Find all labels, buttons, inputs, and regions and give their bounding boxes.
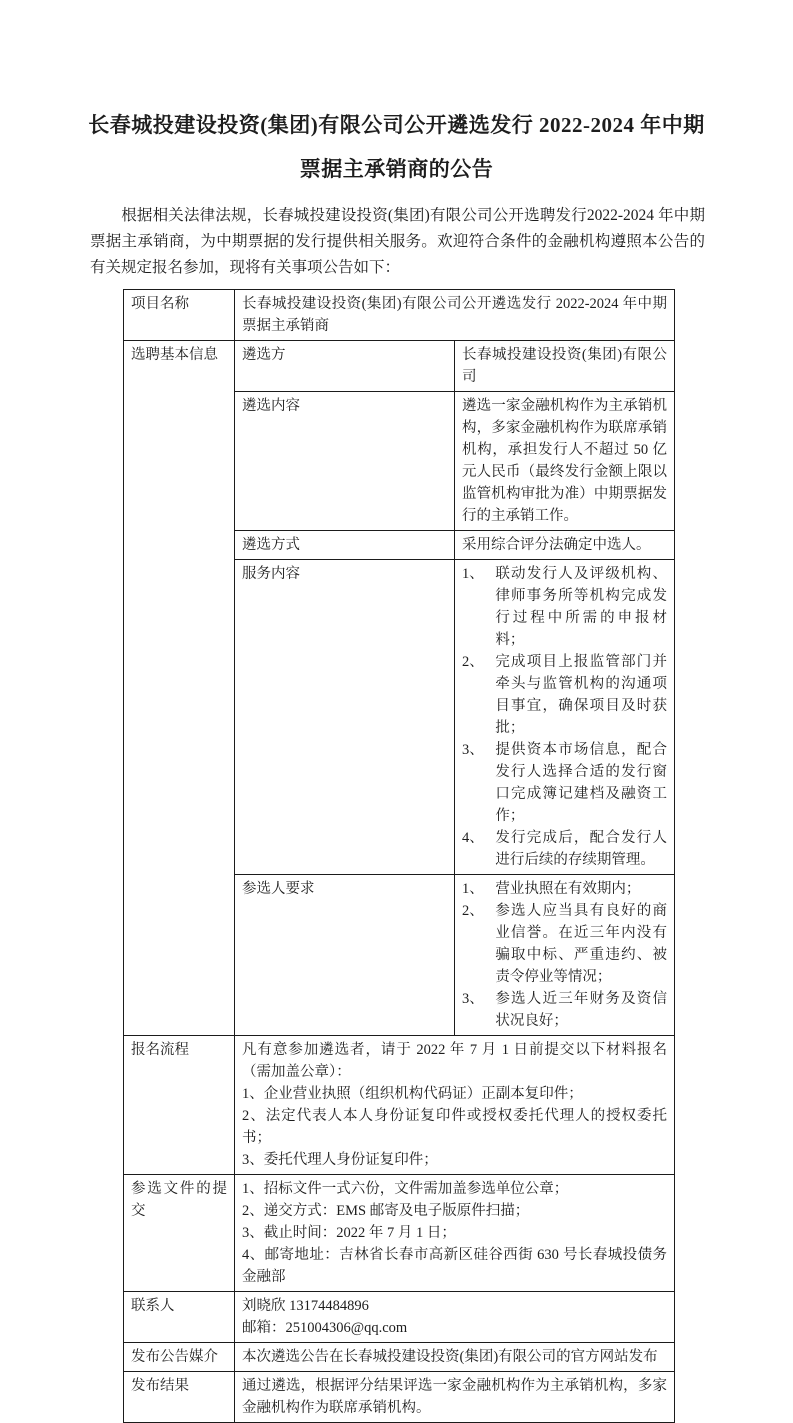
document-title-line1: 长春城投建设投资(集团)有限公司公开遴选发行 2022-2024 年中期 [88, 113, 705, 137]
table-row-submission [124, 1175, 675, 1292]
service-item-1-num: 1、 [462, 566, 484, 582]
selection-method-value: 采用综合评分法确定中选人。 [455, 531, 675, 560]
project-name-value: 长春城投建设投资(集团)有限公司公开遴选发行 2022-2024 年中期票据主承销商 [235, 290, 675, 341]
requirement-item-1-text: 营业执照在有效期内； [495, 881, 641, 897]
selector-value: 长春城投建设投资(集团)有限公司 [455, 341, 675, 392]
table-row-signup-process [124, 1036, 675, 1175]
submission-item-4: 4、邮寄地址：吉林省长春市高新区硅谷西街 630 号长春城投债务金融部 [242, 1247, 667, 1285]
signup-item-3: 3、委托代理人身份证复印件； [242, 1152, 438, 1168]
service-item-4-num: 4、 [462, 830, 484, 846]
service-item-2 [462, 651, 667, 739]
table-row-project [124, 290, 675, 341]
service-item-2-num: 2、 [462, 654, 484, 670]
contact-label: 联系人 [124, 1292, 235, 1343]
signup-intro: 凡有意参加遴选者，请于 2022 年 7 月 1 日前提交以下材料报名（需加盖公章）： [242, 1042, 667, 1080]
result-label: 发布结果 [124, 1372, 235, 1423]
service-item-4 [462, 827, 667, 871]
table-row-announcement-media [124, 1343, 675, 1372]
contact-email: 邮箱：251004306@qq.com [242, 1320, 408, 1336]
selector-label: 遴选方 [235, 341, 455, 392]
table-row-result [124, 1372, 675, 1423]
selection-method-label: 遴选方式 [235, 531, 455, 560]
service-item-4-text: 发行完成后，配合发行人进行后续的存续期管理。 [495, 830, 667, 868]
submission-value [235, 1175, 675, 1292]
selection-content-label: 遴选内容 [235, 392, 455, 531]
intro-paragraph-text: 根据相关法律法规，长春城投建设投资(集团)有限公司公开选聘发行2022-2024 年中期票据主承销商，为中期票据的发行提供相关服务。欢迎符合条件的金融机构遵照本公告的有关规定报名参加，现将有关事项公告如下： [90, 207, 705, 276]
requirement-item-2 [462, 900, 667, 988]
requirement-item-1-num: 1、 [462, 881, 484, 897]
participant-requirements-value [455, 875, 675, 1036]
requirement-item-2-num: 2、 [462, 903, 484, 919]
service-item-2-text: 完成项目上报监管部门并牵头与监管机构的沟通项目事宜，确保项目及时获批； [495, 654, 667, 736]
announcement-media-value: 本次遴选公告在长春城投建设投资(集团)有限公司的官方网站发布 [235, 1343, 675, 1372]
submission-label: 参选文件的提交 [124, 1175, 235, 1292]
signup-process-label: 报名流程 [124, 1036, 235, 1175]
service-item-1-text: 联动发行人及评级机构、律师事务所等机构完成发行过程中所需的申报材料； [495, 566, 667, 648]
service-item-3 [462, 739, 667, 827]
requirement-item-2-text: 参选人应当具有良好的商业信誉。在近三年内没有骗取中标、严重违约、被责令停业等情况； [495, 903, 667, 985]
signup-item-2: 2、法定代表人本人身份证复印件或授权委托代理人的授权委托书； [242, 1108, 667, 1146]
document-title-line2: 票据主承销商的公告 [299, 157, 494, 181]
service-content-value [455, 560, 675, 875]
project-name-label: 项目名称 [124, 290, 235, 341]
contact-name-phone: 刘晓欣 13174484896 [242, 1298, 369, 1314]
announcement-media-label: 发布公告媒介 [124, 1343, 235, 1372]
announcement-table [123, 289, 675, 1423]
participant-requirements-label: 参选人要求 [235, 875, 455, 1036]
requirement-item-3-num: 3、 [462, 991, 484, 1007]
table-row-contact [124, 1292, 675, 1343]
document-title [60, 103, 733, 191]
service-item-3-text: 提供资本市场信息，配合发行人选择合适的发行窗口完成簿记建档及融资工作； [495, 742, 667, 824]
table-row-selector [124, 341, 675, 392]
result-value: 通过遴选，根据评分结果评选一家金融机构作为主承销机构，多家金融机构作为联席承销机构。 [235, 1372, 675, 1423]
contact-value [235, 1292, 675, 1343]
submission-item-1: 1、招标文件一式六份，文件需加盖参选单位公章； [242, 1181, 569, 1197]
service-item-3-num: 3、 [462, 742, 484, 758]
requirement-item-1 [462, 878, 667, 900]
intro-paragraph [90, 203, 705, 281]
signup-process-value [235, 1036, 675, 1175]
selection-content-value: 遴选一家金融机构作为主承销机构，多家金融机构作为联席承销机构，承担发行人不超过 50 亿元人民币（最终发行金额上限以监管机构审批为准）中期票据发行的主承销工作。 [455, 392, 675, 531]
submission-item-3: 3、截止时间：2022 年 7 月 1 日； [242, 1225, 456, 1241]
signup-item-1: 1、企业营业执照（组织机构代码证）正副本复印件； [242, 1086, 583, 1102]
service-item-1 [462, 563, 667, 651]
requirement-item-3-text: 参选人近三年财务及资信状况良好； [495, 991, 667, 1029]
submission-item-2: 2、递交方式：EMS 邮寄及电子版原件扫描； [242, 1203, 530, 1219]
basic-info-label: 选聘基本信息 [124, 341, 235, 1036]
service-content-label: 服务内容 [235, 560, 455, 875]
requirement-item-3 [462, 988, 667, 1032]
